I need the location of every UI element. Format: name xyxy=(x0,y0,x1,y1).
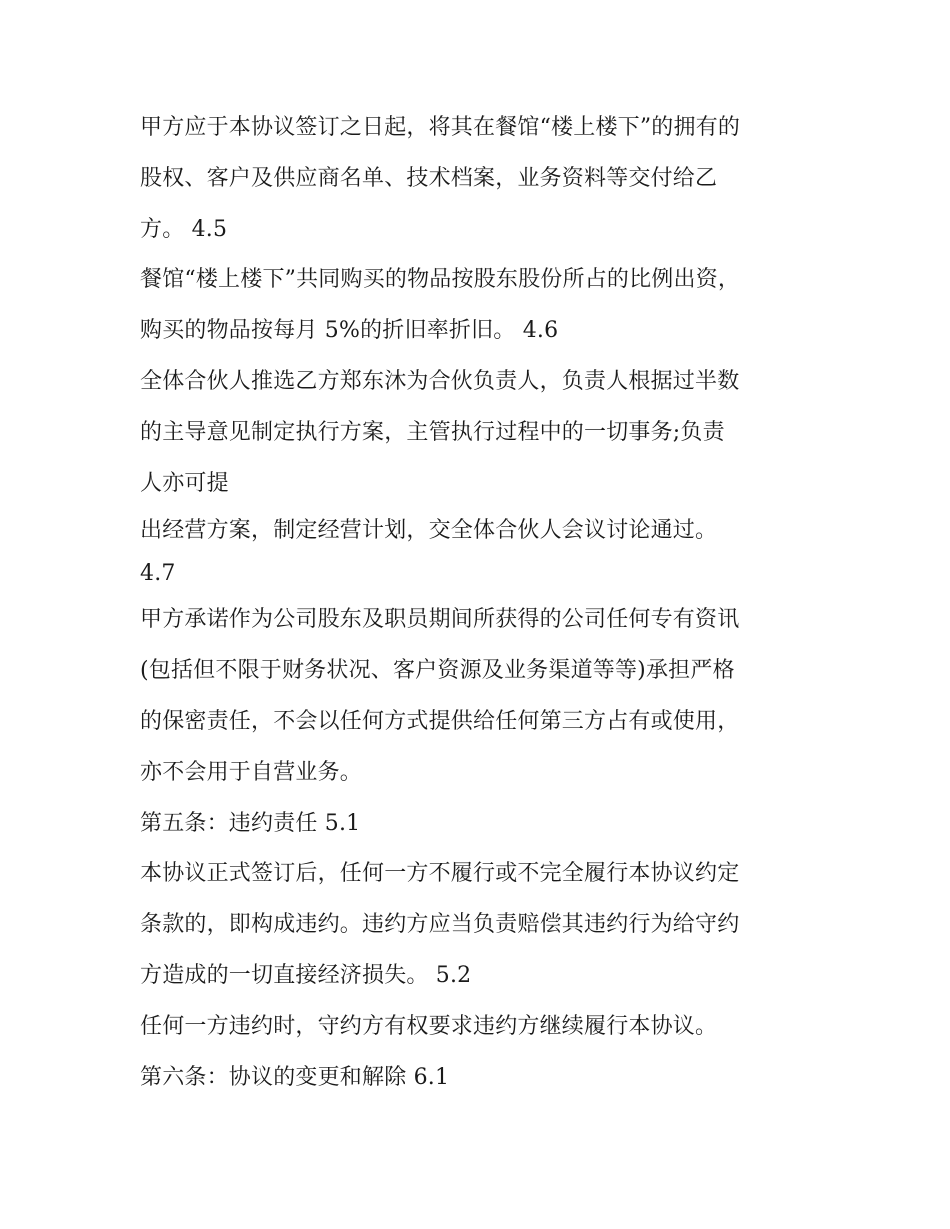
text-line: 餐馆“楼上楼下”共同购买的物品按股东股份所占的比例出资， xyxy=(140,267,741,293)
text-line: 的保密责任，不会以任何方式提供给任何第三方占有或使用， xyxy=(140,708,740,734)
text-line: 方。 4.5 xyxy=(140,216,228,242)
text-line: 股权、客户及供应商名单、技术档案，业务资料等交付给乙 xyxy=(140,165,718,191)
text-line: 任何一方违约时，守约方有权要求违约方继续履行本协议。 xyxy=(140,1013,718,1039)
text-line: 亦不会用于自营业务。 xyxy=(140,759,363,785)
text-line: 甲方承诺作为公司股东及职员期间所获得的公司任何专有资讯 xyxy=(140,607,740,633)
text-line: 4.7 xyxy=(140,561,176,587)
text-line: 条款的，即构成违约。违约方应当负责赔偿其违约行为给守约 xyxy=(140,912,740,938)
section-heading: 第五条：违约责任 5.1 xyxy=(140,810,361,836)
text-line: (包括但不限于财务状况、客户资源及业务渠道等等)承担严格 xyxy=(140,658,735,684)
text-line: 购买的物品按每月 5%的折旧率折旧。 4.6 xyxy=(140,318,559,344)
text-line: 本协议正式签订后，任何一方不履行或不完全履行本协议约定 xyxy=(140,861,740,887)
text-line: 出经营方案，制定经营计划，交全体合伙人会议讨论通过。 xyxy=(140,518,718,544)
document-body xyxy=(140,103,830,1103)
text-line: 方造成的一切直接经济损失。 5.2 xyxy=(140,962,472,988)
text-line: 人亦可提 xyxy=(140,470,229,496)
text-line: 甲方应于本协议签订之日起，将其在餐馆“楼上楼下”的拥有的 xyxy=(140,115,741,140)
text-line: 全体合伙人推选乙方郑东沐为合伙负责人，负责人根据过半数 xyxy=(140,368,740,394)
section-heading: 第六条：协议的变更和解除 6.1 xyxy=(140,1064,450,1090)
text-line: 的主导意见制定执行方案，主管执行过程中的一切事务;负责 xyxy=(140,419,725,445)
